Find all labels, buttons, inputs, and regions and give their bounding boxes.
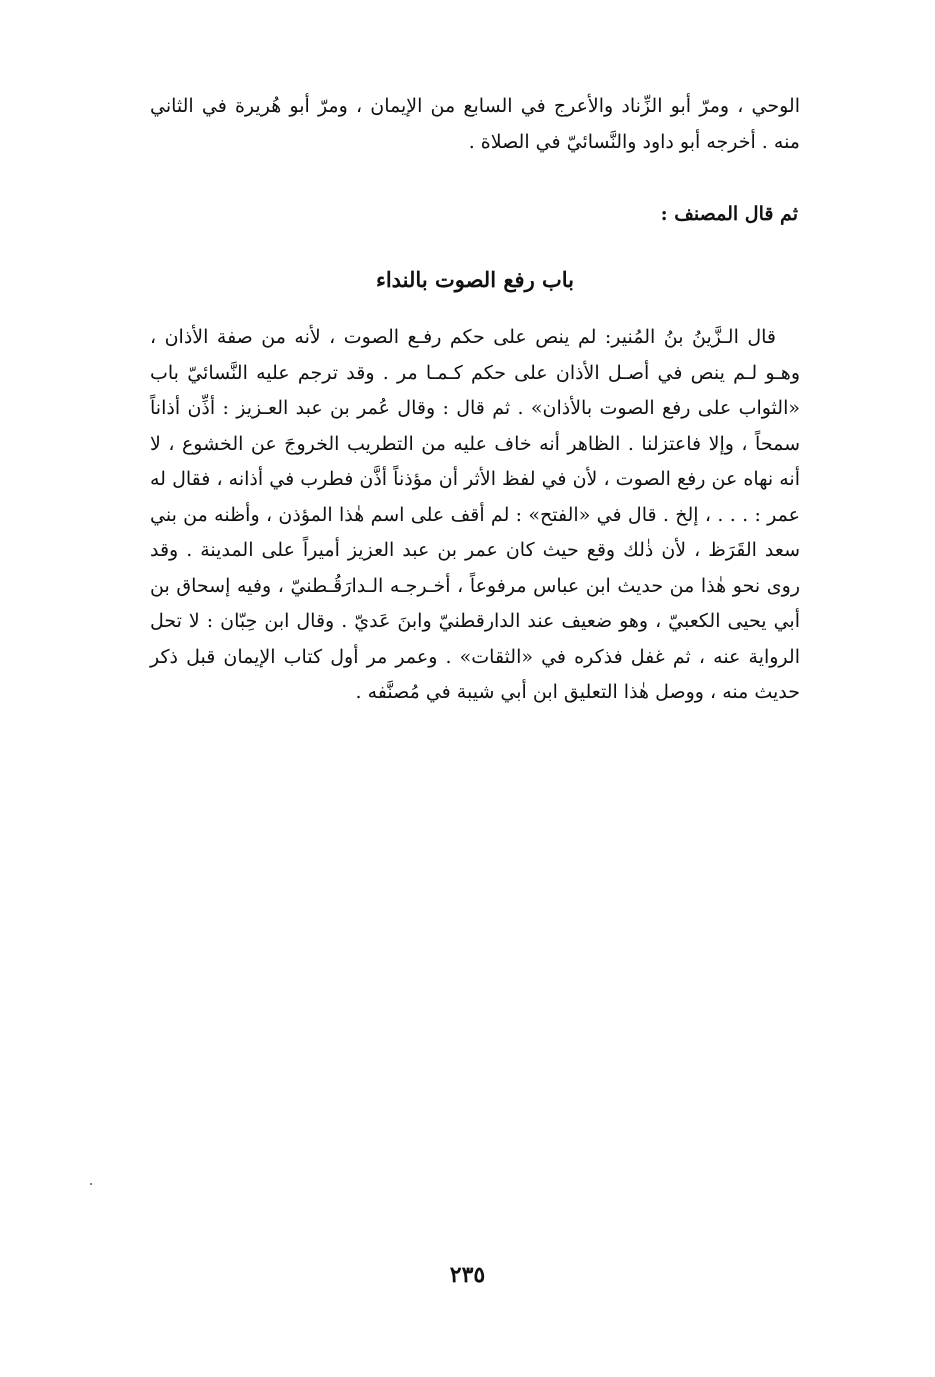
page-number: ٢٣٥ [449,1262,486,1288]
body-paragraph [150,320,800,711]
intro-paragraph [150,88,800,160]
chapter-heading: باب رفع الصوت بالنداء [375,267,575,292]
lead-in-line: ثم قال المصنف : [660,203,798,225]
body-text: قال الـزَّينُ بنُ المُنير: لم ينص على حكم رفـع الصوت ، لأنه من صفة الأذان ، وهـو لـم ينص في أصـل الأذان على حكم كـمـا مر . وقد ترجم عليه النَّسائيّ باب «الثواب على رفع الصوت بالأذان» . ثم قال : وقال عُمر بن عبد العـزيز : أذِّن أذاناً سمحاً ، وإلا فاعتزلنا . الظاهر أنه خاف عليه من التطريب الخروجَ عن الخشوع ، لا أنه نهاه عن رفع الصوت ، لأن في لفظ الأثر أن مؤذناً أذَّن فطرب في أذانه ، فقال له عمر : . . . ، إلخ . قال في «الفتح» : لم أقف على اسم هٰذا المؤذن ، وأظنه من بني سعد القَرَظ ، لأن ذٰلك وقع حيث كان عمر بن عبد العزيز أميراً على المدينة . وقد روى نحو هٰذا من حديث ابن عباس مرفوعاً ، أخـرجـه الـدارَقُـطنيّ ، وفيه إسحاق بن أبي يحيى الكعبيّ ، وهو ضعيف عند الدارقطنيّ وابنَ عَديّ . وقال ابن حِبّان : لا تحل الرواية عنه ، ثم غفل فذكره في «الثقات» . وعمر مر أول كتاب الإيمان قبل ذكر حديث منه ، ووصل هٰذا التعليق ابن أبي شيبة في مُصنَّفه . [150,326,800,703]
scan-speck [90,1183,92,1185]
intro-text: الوحي ، ومرّ أبو الزِّناد والأعرج في السابع من الإيمان ، ومرّ أبو هُريرة في الثاني منه . أخرجه أبو داود والنَّسائيّ في الصلاة . [150,95,800,153]
